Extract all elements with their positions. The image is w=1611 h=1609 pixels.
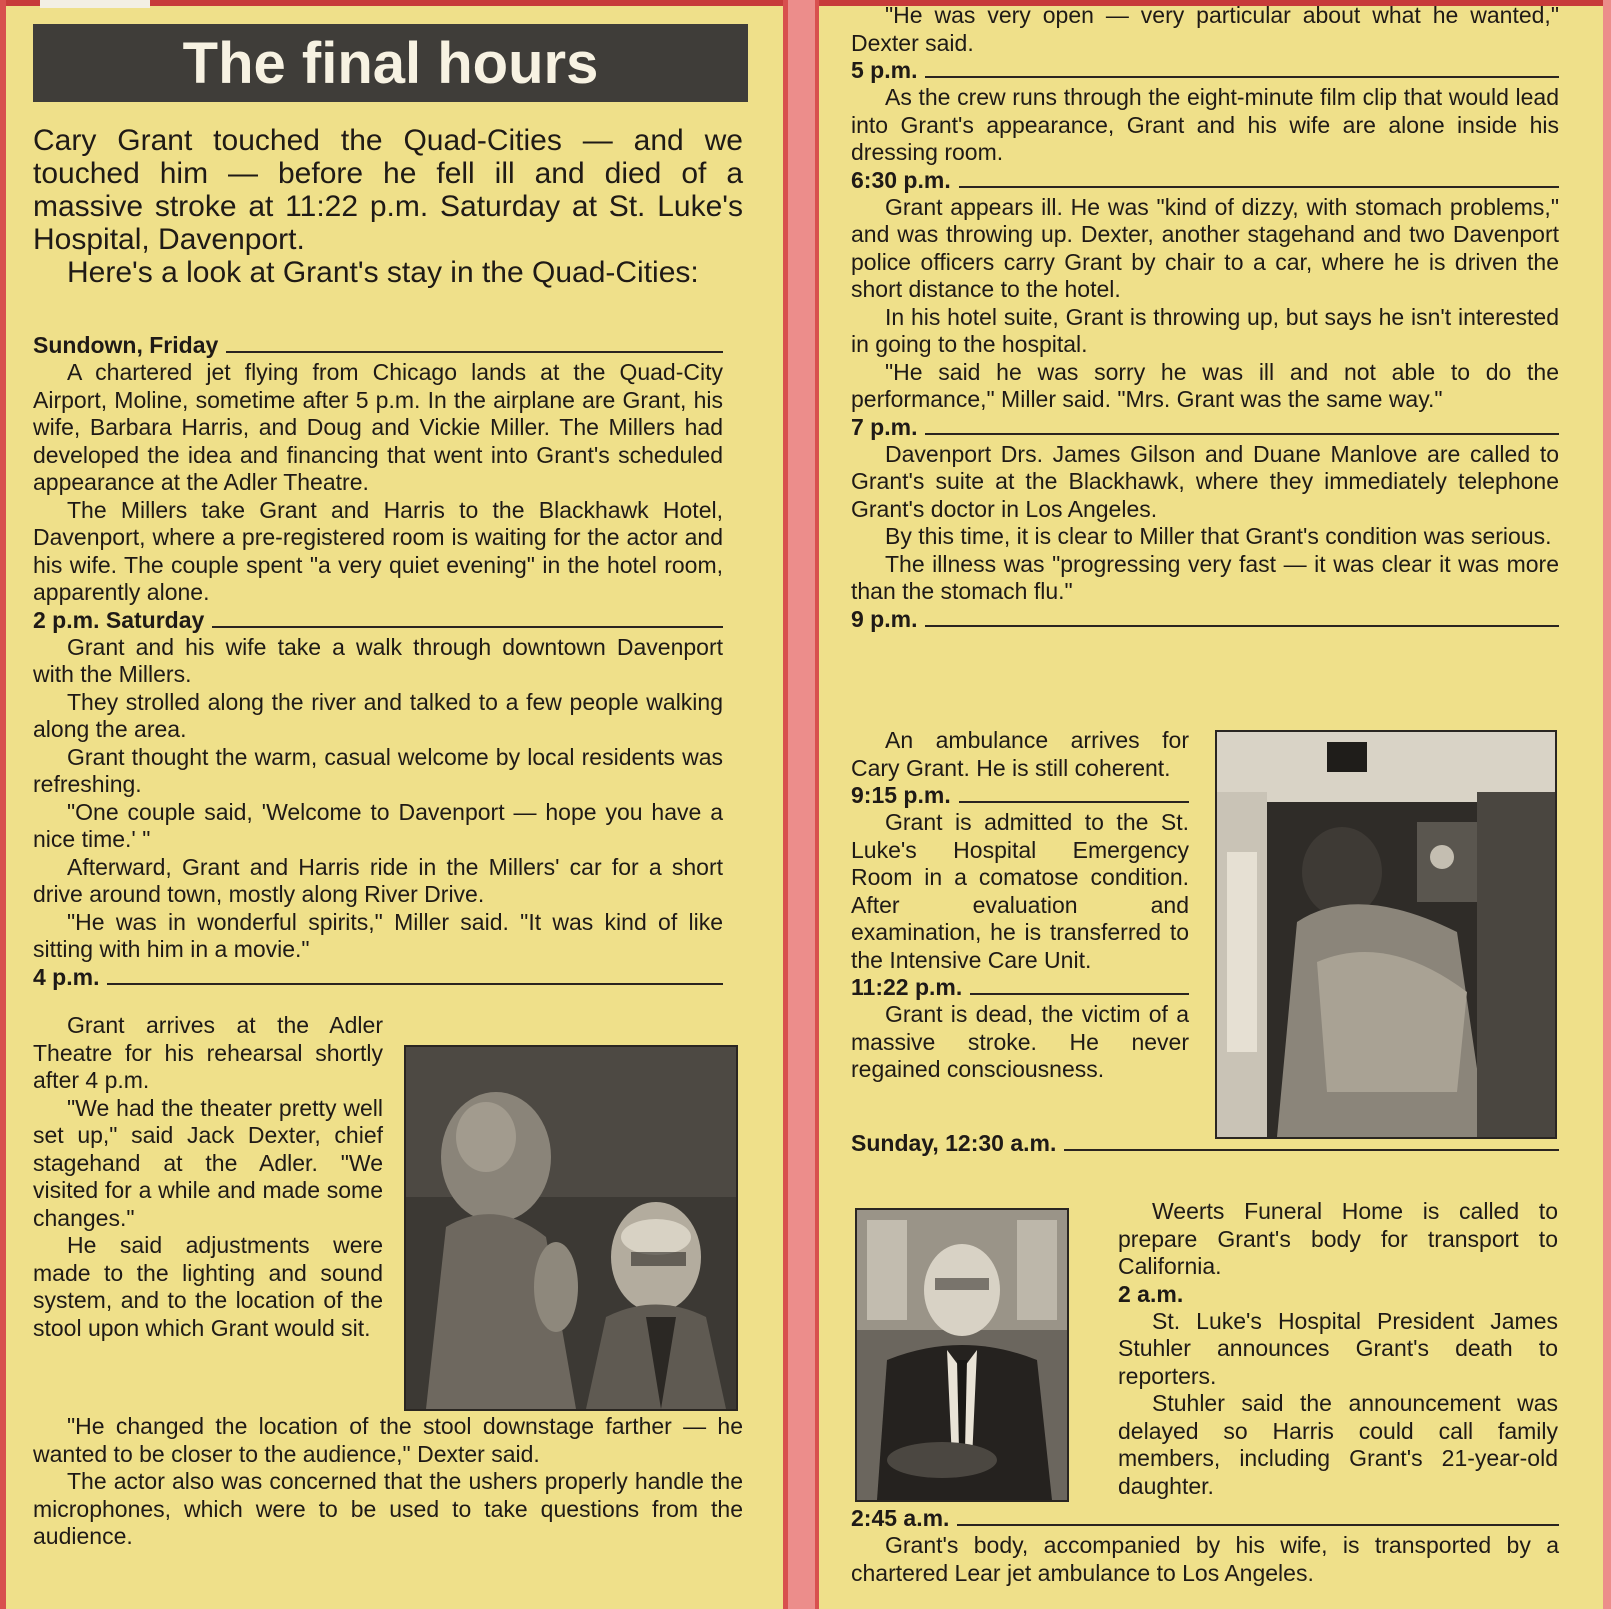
left-edge-border <box>0 0 6 1609</box>
time-heading <box>851 167 1559 194</box>
headline-box <box>33 24 748 102</box>
paragraph: Grant's body, accompanied by his wife, is transported by a chartered Lear jet ambulance to Los Angeles. <box>851 1532 1559 1586</box>
gutter-rule-right <box>815 0 819 1609</box>
section-right-narrow <box>851 727 1189 1084</box>
section-sunday-body <box>1118 1198 1558 1500</box>
time-rule <box>970 993 1189 995</box>
paragraph: "One couple said, 'Welcome to Davenport — hope you have a nice time.' " <box>33 798 723 852</box>
lede <box>33 124 743 289</box>
time-heading <box>851 782 1189 809</box>
time-rule <box>226 351 723 353</box>
paragraph: Grant appears ill. He was "kind of dizzy, with stomach problems," and was throwing up. Dexter, another stagehand and two Davenport police officers carry Grant by chair to a car, where he is driven the short distance to the hotel. <box>851 193 1559 302</box>
paragraph: "He was very open — very particular about what he wanted," Dexter said. <box>851 2 1559 56</box>
time-rule <box>957 1524 1559 1526</box>
paragraph: Grant thought the warm, casual welcome by local residents was refreshing. <box>33 743 723 797</box>
paragraph: He said adjustments were made to the lighting and sound system, and to the location of the stool upon which Grant would sit. <box>33 1232 383 1341</box>
paragraph: Grant is dead, the victim of a massive stroke. He never regained consciousness. <box>851 1001 1189 1082</box>
time-heading <box>851 1130 1559 1157</box>
paragraph: "He said he was sorry he was ill and not able to do the performance," Miller said. "Mrs. Grant was the same way." <box>851 358 1559 412</box>
paragraph: Grant and his wife take a walk through downtown Davenport with the Millers. <box>33 633 723 687</box>
paragraph: The illness was "progressing very fast — it was clear it was more than the stomach flu." <box>851 550 1559 604</box>
lede-paragraph: Here's a look at Grant's stay in the Quad-Cities: <box>67 256 699 289</box>
paragraph: Davenport Drs. James Gilson and Duane Manlove are called to Grant's suite at the Blackhawk, where they immediately telephone Grant's doctor in Los Angeles. <box>851 440 1559 522</box>
paragraph: "We had the theater pretty well set up," said Jack Dexter, chief stagehand at the Adler. "We visited for a while and made some changes." <box>33 1094 383 1231</box>
photo-rehearsal-image <box>406 1047 736 1409</box>
paragraph: The actor also was concerned that the ushers properly handle the microphones, which were to be used to take questions from the audience. <box>33 1468 743 1549</box>
paragraph: Grant is admitted to the St. Luke's Hospital Emergency Room in a comatose condition. After evaluation and examination, he is transferred to the Intensive Care Unit. <box>851 809 1189 973</box>
photo-ambulance-image <box>1217 732 1555 1137</box>
section-four-pm-narrow <box>33 1012 383 1342</box>
paragraph: By this time, it is clear to Miller that Grant's condition was serious. <box>885 523 1552 549</box>
photo-stuhler-image <box>857 1210 1067 1500</box>
time-heading <box>851 1505 1559 1532</box>
section-sunday-heading <box>851 1130 1559 1157</box>
column-gutter <box>783 0 819 1609</box>
lede-paragraph: Cary Grant touched the Quad-Cities — and we touched him — before he fell ill and died of a massive stroke at 11:22 p.m. Saturday at St. Luke's Hospital, Davenport. <box>33 124 743 256</box>
time-label: 5 p.m. <box>851 57 918 83</box>
paragraph: Afterward, Grant and Harris ride in the Millers' car for a short drive around town, mostly along River Drive. <box>33 853 723 907</box>
time-rule <box>212 626 723 628</box>
time-rule <box>925 625 1559 627</box>
time-heading <box>851 414 1559 441</box>
time-rule <box>925 433 1559 435</box>
photo-stuhler <box>855 1208 1069 1502</box>
time-label: 6:30 p.m. <box>851 166 951 193</box>
paragraph: "He was in wonderful spirits," Miller said. "It was kind of like sitting with him in a movie." <box>33 908 723 962</box>
paragraph: In his hotel suite, Grant is throwing up, but says he isn't interested in going to the hospital. <box>851 303 1559 357</box>
paragraph: A chartered jet flying from Chicago lands at the Quad-City Airport, Moline, sometime after 5 p.m. In the airplane are Grant, his wife, Barbara Harris, and Doug and Vickie Miller. The Millers had developed the idea and financing that went into Grant's scheduled appearance at the Adler Theatre. <box>33 359 723 495</box>
time-rule <box>1064 1149 1559 1151</box>
top-edge-tab <box>40 0 150 8</box>
paragraph: Grant arrives at the Adler Theatre for his rehearsal shortly after 4 p.m. <box>33 1012 383 1093</box>
time-label: 4 p.m. <box>33 963 100 990</box>
right-edge-border <box>1603 0 1611 1609</box>
paragraph: St. Luke's Hospital President James Stuhler announces Grant's death to reporters. <box>1118 1307 1558 1389</box>
time-heading <box>851 606 1559 633</box>
section-sundown <box>33 332 723 991</box>
time-rule <box>107 983 723 985</box>
paragraph: As the crew runs through the eight-minute film clip that would lead into Grant's appearance, Grant and his wife are alone inside his dressing room. <box>851 84 1559 165</box>
time-heading <box>33 332 723 359</box>
time-label: 7 p.m. <box>851 413 918 440</box>
time-label: Sunday, 12:30 a.m. <box>851 1130 1057 1156</box>
paragraph: An ambulance arrives for Cary Grant. He is still coherent. <box>851 727 1189 781</box>
time-heading <box>33 964 723 991</box>
time-label: 2 a.m. <box>1118 1280 1184 1307</box>
time-heading <box>33 607 723 634</box>
time-label: 2:45 a.m. <box>851 1505 950 1531</box>
time-label: 9:15 p.m. <box>851 782 951 808</box>
paragraph: "He changed the location of the stool downstage farther — he wanted to be closer to the audience," Dexter said. <box>33 1413 743 1467</box>
section-right-top <box>851 2 1559 633</box>
time-label: 11:22 p.m. <box>851 974 963 1000</box>
section-two-fortyfive <box>851 1505 1559 1587</box>
paragraph: They strolled along the river and talked to a few people walking along the area. <box>33 688 723 742</box>
paragraph: Stuhler said the announcement was delayed so Harris could call family members, including Grant's 21-year-old daughter. <box>1118 1390 1558 1499</box>
time-rule <box>959 801 1189 803</box>
gutter-rule-left <box>783 0 788 1609</box>
photo-rehearsal <box>404 1045 738 1411</box>
paragraph: Weerts Funeral Home is called to prepare Grant's body for transport to California. <box>1118 1198 1558 1279</box>
time-label: 2 p.m. Saturday <box>33 606 205 633</box>
time-rule <box>959 186 1559 188</box>
time-heading <box>851 974 1189 1001</box>
time-heading <box>851 57 1559 84</box>
time-label: 9 p.m. <box>851 605 918 632</box>
time-heading <box>1118 1281 1558 1308</box>
headline: The final hours <box>182 30 599 96</box>
section-four-pm-wide <box>33 1413 743 1551</box>
time-label: Sundown, Friday <box>33 332 219 358</box>
photo-ambulance <box>1215 730 1557 1139</box>
time-rule <box>925 76 1559 78</box>
paragraph: The Millers take Grant and Harris to the Blackhawk Hotel, Davenport, where a pre-registered room is waiting for the actor and his wife. The couple spent "a very quiet evening" in the hotel room, apparently alone. <box>33 496 723 605</box>
